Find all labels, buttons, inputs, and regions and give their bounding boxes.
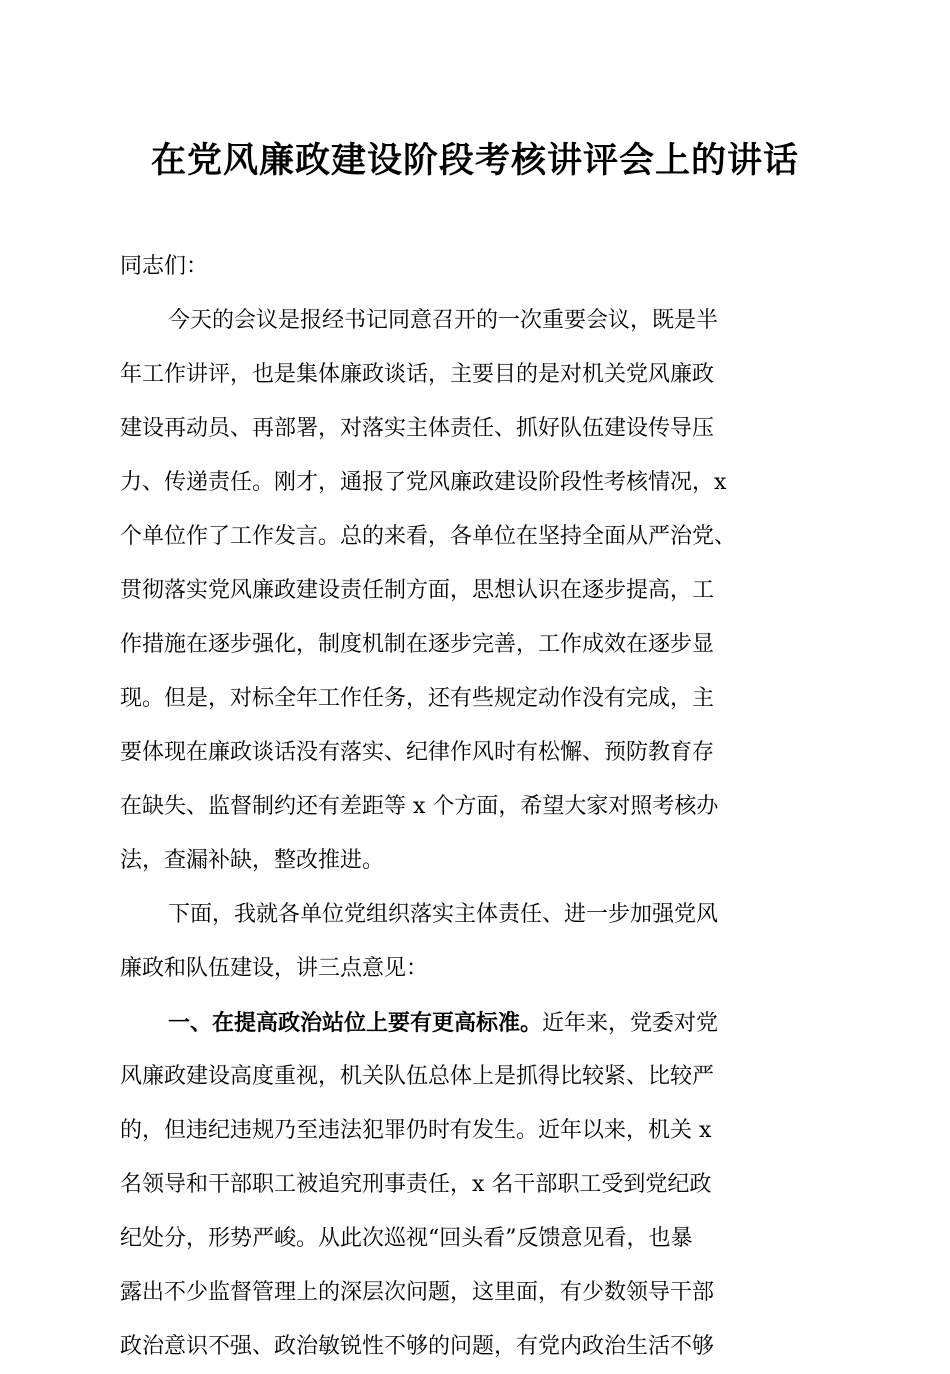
paragraph-line: 力、传递责任。刚才，通报了党风廉政建设阶段性考核情况，x — [120, 470, 727, 495]
document-body — [120, 240, 825, 1374]
paragraph-first-line — [120, 996, 825, 1050]
paragraph-line: 在缺失、监督制约还有差距等 x 个方面，希望大家对照考核办 — [120, 794, 719, 819]
paragraph-line: 下面，我就各单位党组织落实主体责任、进一步加强党风 — [168, 902, 719, 927]
paragraph-text: 近年来，党委对党 — [542, 1011, 719, 1036]
paragraph-line: 露出不少监督管理上的深层次问题，这里面，有少数领导干部 — [120, 1280, 715, 1305]
paragraph-line: 名领导和干部职工被追究刑事责任，x 名干部职工受到党纪政 — [120, 1172, 712, 1197]
paragraph-line: 的，但违纪违规乃至违法犯罪仍时有发生。近年以来，机关 x — [120, 1118, 712, 1143]
paragraph-line: 今天的会议是报经书记同意召开的一次重要会议，既是半 — [168, 308, 719, 333]
paragraph-1 — [120, 294, 825, 888]
paragraph-line: 年工作讲评，也是集体廉政谈话，主要目的是对机关党风廉政 — [120, 362, 715, 387]
paragraph-line: 贯彻落实党风廉政建设责任制方面，思想认识在逐步提高，工 — [120, 578, 715, 603]
paragraph-line: 现。但是，对标全年工作任务，还有些规定动作没有完成，主 — [120, 686, 715, 711]
paragraph-line: 个单位作了工作发言。总的来看，各单位在坚持全面从严治党、 — [120, 524, 737, 549]
paragraph-line: 纪处分，形势严峻。从此次巡视“回头看”反馈意见看，也暴 — [120, 1226, 693, 1251]
paragraph-line: 风廉政建设高度重视，机关队伍总体上是抓得比较紧、比较严 — [120, 1064, 715, 1089]
paragraph-line: 建设再动员、再部署，对落实主体责任、抓好队伍建设传导压 — [120, 416, 715, 441]
section-heading: 一、在提高政治站位上要有更高标准。 — [168, 1010, 543, 1036]
paragraph-3 — [120, 996, 825, 1374]
paragraph-line: 政治意识不强、政治敏锐性不够的问题，有党内政治生活不够 — [120, 1334, 715, 1359]
paragraph-line: 法，查漏补缺，整改推进。 — [120, 848, 385, 873]
paragraph-line: 廉政和队伍建设，讲三点意见： — [120, 956, 429, 981]
paragraph-line: 作措施在逐步强化，制度机制在逐步完善，工作成效在逐步显 — [120, 632, 715, 657]
document-title: 在党风廉政建设阶段考核讲评会上的讲话 — [150, 140, 799, 181]
salutation: 同志们： — [120, 254, 209, 279]
paragraph-line: 要体现在廉政谈话没有落实、纪律作风时有松懈、预防教育存 — [120, 740, 715, 765]
paragraph-2 — [120, 888, 825, 996]
